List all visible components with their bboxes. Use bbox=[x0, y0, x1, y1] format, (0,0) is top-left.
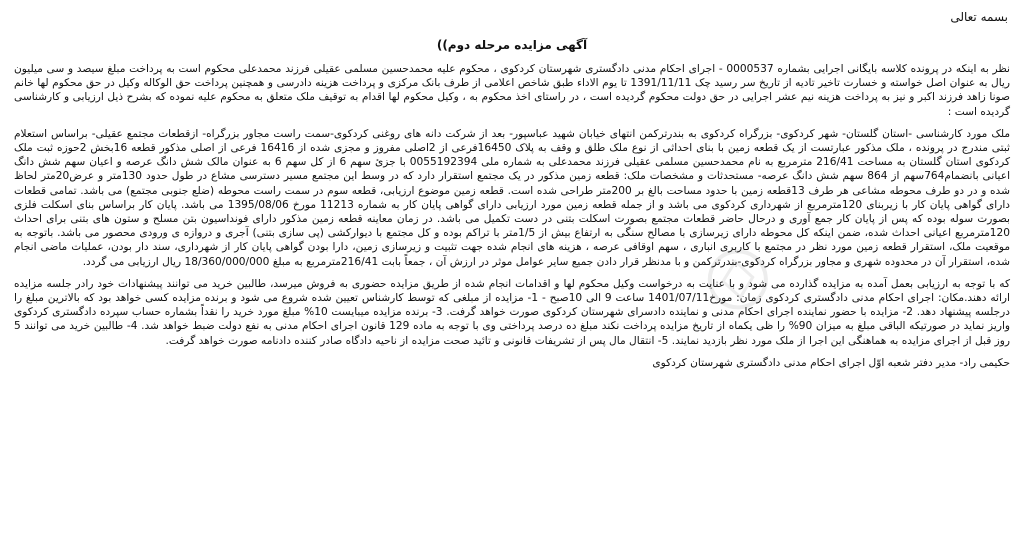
paragraph-auction-terms: که با توجه به ارزیابی بعمل آمده به مزایده گذارده می شود و با عنایت به درخواست وکیل محکوم لها و اقدامات انجام شده از طریق مزایده حضوری به فروش میرسد، طالبین خرید می توانند پیشنهادات خود رادر جلسه مزایده ارائه دهند.مکان: اجرای احکام مدنی دادگستری کردکوی زمان: مورخ1401/07/11 ساعت 9 الی 10صبح - 1- مزایده از مبلغی که توسط کارشناس تعیین شده شروع می شود و برنده مزایده کسی خواهد بود که بالاترین مبلغ را درجلسه پیشنهاد دهد. 2- مزایده با حضور نماینده اجرای احکام مدنی و نماینده دادسرای شهرستان کردکوی صورت خواهد گرفت. 3- برنده مزایده میبایست 10% مبلغ مورد خرید را نقداً بشماره حساب سپرده دادگستری کردکوی واریز نماید در صورتیکه الباقی مبلغ به میزان 90% را ظی یکماه از تاریخ مزایده پرداخت نکند مبلغ ده درصد پرداختی وی با توجه به ماده 129 قانون اجرای احکام مدنی به نفع دولت ضبط خواهد شد. 4- طالبین خرید می توانند 5 روز قبل از اجرای مزایده به هماهنگی این اجرا از ملک مورد نظر بازدید نمایند. 5- انتقال مال پس از تشریفات قانونی و تائید صحت مزایده از ناحیه دادگاه صادر کننده دادنامه صورت خواهد گرفت. bbox=[14, 277, 1011, 347]
paragraph-intro: نظر به اینکه در پرونده کلاسه بایگانی اجرایی بشماره 0000537 - اجرای احکام مدنی دادگستری شهرستان کردکوی ، محکوم علیه محمدحسین مسلمی عقیلی فرزند محمدعلی محکوم است به پرداخت مبلغ سیصد و سی میلیون ریال به عنوان اصل خواسته و خسارت تاخیر تادیه از تاریخ سر رسید چک 1391/11/11 تا یوم الاداء طبق شاخص اعلامی از طرف بانک مرکزی و پرداخت هزینه دادرسی و همچنین پرداخت حق الوکاله وکیل در حق محکوم لها خانم صونا زاهد فرزند اکبر و نیز به پرداخت هزینه نیم عشر اجرایی در حق دولت محکوم گردیده است ، در راستای اخذ محکوم به ، وکیل محکوم لها اقدام به توقیف ملک متعلق به محکوم علیه نموده که بشرح ذیل ارزیابی و کارشناسی گردیده است : bbox=[14, 63, 1010, 118]
paragraph-property-details: ملک مورد کارشناسی -استان گلستان- شهر کردکوی- بزرگراه کردکوی به بندرترکمن انتهای خیابان شهید عباسپور- بعد از شرکت دانه های روغنی کردکوی-سمت راست مجاور بزرگراه- ازقطعات مجتمع عقیلی- براساس استعلام ثبتی مندرج در پرونده ، ملک مذکور عبارتست از یک قطعه زمین با بنای احداثی از نوع ملک طلق و وقف به پلاک 16450فرعی از 2اصلی مفروز و مجزی شده از 16416 فرعی از اصلی مذکور قطعه 16بخش 2حوزه ثبت ملک کردکوی استان گلستان به مساحت 216/41 مترمربع به نام محمدحسین مسلمی عقیلی فرزند محمدعلی به شماره ملی 0055192394 با جزئ سهم 6 از کل سهم 6 به عنوان مالک شش دانگ عرصه و اعیان سهم شش دانگ اعیانی بانضمام764سهم از 864 سهم شش دانگ عرصه- مستحدثات و مشخصات ملک: قطعه زمین مذکور در یک مجتمع استقرار دارد که در وسط این مجتمع مسیر دسترسی مشاع در طول حدود 130متر و عرض20متر لحاظ شده و در دو طرف محوطه مشاعی هر طرف 13قطعه زمین با حدود مساحت بالغ بر 200متر طراحی شده است. قطعه زمین موضوع ارزیابی، قطعه سوم در سمت راست محوطه (ضلع جنوبی مجتمع) می باشد. تمامی قطعات دارای گواهی پایان کار با زیربنای 120مترمربع از شهرداری کردکوی می باشد و از جمله قطعه زمین مورد ارزیابی دارای گواهی پایان کار به شماره 11213 مورخ 1395/08/06 می باشد. پایان کار براساس بنای اسکلت فلزی بصورت سوله بوده که پس از پایان کار جمع آوری و درحال حاضر قطعات مجتمع بصورت اسکلت بتنی در دست تکمیل می باشد. در زمان معاینه قطعه زمین مذکور دارای فونداسیون بتن مسلح و ستون های بتنی برای احداث 120مترمربع اعیانی احداث شده، ضمن اینکه کل محوطه دارای زیرسازی با مصالح سنگی به ارتفاع بیش از 1/5متر با تراکم بوده و کل مجتمع با دیوارکشی (پی سازی بتنی) آجری و دروازه ی ورودی محصور می باشد. باتوجه به موقعیت ملک، استقرار قطعه زمین مورد نظر در مجتمع با کاربری انباری ، سهم اوقافی عرصه ، هزینه های انجام شده جهت تثبیت و زیرسازی زمین، دارا بودن گواهی پایان کار از شهرداری، سند دار بودن، عملیات ماضی انجام شده، استقرار آن در محدوده شهری و مجاور بزرگراه کردکوی-بندرترکمن و با مدنظر قرار دادن جمیع سایر عوامل موثر در ارزش آن ، جمعاً بابت 216/41مترمربع به مبلغ 18/360/000/000 ریال ارزیابی می گردد. bbox=[14, 127, 1011, 268]
page-title: آگهی مزایده مرحله دوم)) bbox=[436, 38, 588, 52]
signature-line: حکیمی راد- مدیر دفتر شعبه اوّل اجرای احکام مدنی دادگستری شهرستان کردکوی bbox=[652, 356, 1010, 369]
basmala-heading: بسمه تعالی bbox=[950, 10, 1008, 24]
